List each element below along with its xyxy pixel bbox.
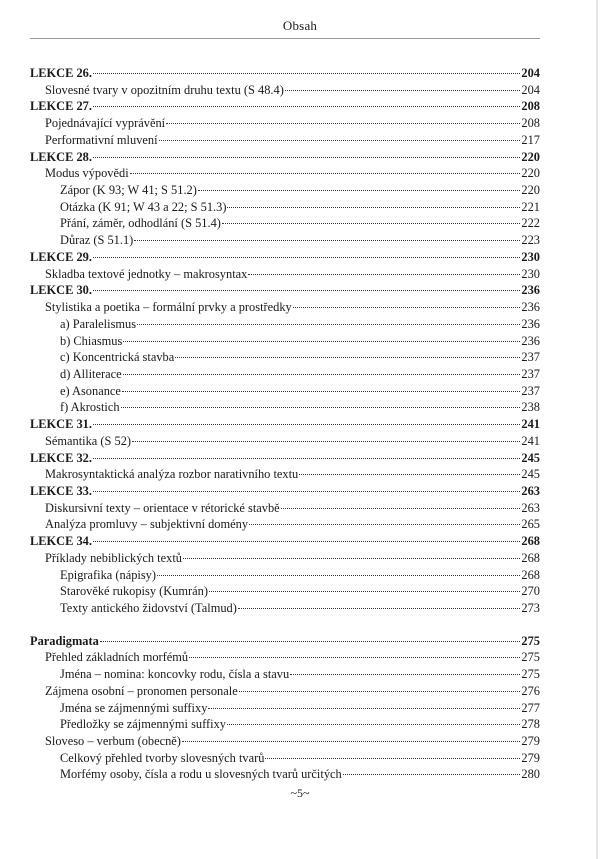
toc-entry-label: Diskursivní texty – orientace v rétorické stavbě: [45, 500, 280, 515]
toc-entry-label: Starověké rukopisy (Kumrán): [60, 584, 208, 599]
toc-entry: [30, 583, 540, 600]
toc-entry-label: LEKCE 33.: [30, 483, 92, 498]
toc-entry-label: e) Asonance: [60, 383, 121, 398]
toc-entry-page: 276: [521, 683, 540, 698]
toc-entry: [30, 649, 540, 666]
toc-entry-label: Přehled základních morfémů: [45, 650, 189, 665]
toc-entry-label: c) Koncentrická stavba: [60, 350, 175, 365]
toc-dot-leader: [122, 391, 521, 392]
toc-entry-label: Skladba textové jednotky – makrosyntax: [45, 266, 248, 281]
toc-entry-label: LEKCE 30.: [30, 283, 92, 298]
toc-entry-page: 279: [521, 750, 540, 765]
toc-dot-leader: [130, 173, 521, 174]
toc-entry-label: f) Akrostich: [60, 400, 120, 415]
toc-dot-leader: [189, 657, 520, 658]
toc-entry-page: 275: [521, 633, 540, 648]
toc-entry-page: 273: [521, 601, 540, 615]
toc-entry-page: 279: [521, 734, 540, 749]
toc-dot-leader: [290, 674, 520, 675]
toc-entry: [30, 182, 540, 199]
toc-dot-leader: [293, 307, 521, 308]
toc-entry-page: 230: [521, 249, 540, 264]
toc-entry: [30, 567, 540, 584]
toc-entry-page: 236: [521, 333, 540, 348]
toc-entry-label: Přání, záměr, odhodlání (S 51.4): [60, 216, 221, 231]
toc-dot-leader: [248, 274, 520, 275]
toc-entry: [30, 383, 540, 400]
toc-entry-label: Makrosyntaktická analýza rozbor narativního textu: [45, 467, 299, 482]
toc-dot-leader: [166, 123, 520, 124]
toc-entry: [30, 366, 540, 383]
toc-entry-page: 241: [521, 433, 540, 448]
toc-entry-page: 263: [521, 500, 540, 515]
toc-dot-leader: [285, 90, 521, 91]
toc-entry: [30, 666, 540, 683]
toc-dot-leader: [157, 575, 520, 576]
toc-entry-page: 204: [521, 82, 540, 97]
toc-entry: [30, 115, 540, 132]
toc-dot-leader: [299, 474, 520, 475]
toc-entry-label: LEKCE 26.: [30, 66, 92, 80]
toc-entry-page: 275: [521, 667, 540, 682]
toc-dot-leader: [182, 741, 520, 742]
toc-entry: [30, 733, 540, 750]
toc-entry-label: Pojednávající vyprávění: [45, 116, 166, 131]
toc-dot-leader: [198, 190, 521, 191]
toc-entry: [30, 516, 540, 533]
toc-entry-label: b) Chiasmus: [60, 333, 123, 348]
toc-entry-page: 237: [521, 350, 540, 365]
toc-entry: [30, 199, 540, 216]
toc-entry-label: Analýza promluvy – subjektivní domény: [45, 517, 249, 532]
toc-dot-leader: [227, 724, 520, 725]
toc-entry-label: Předložky se zájmennými suffixy: [60, 717, 226, 732]
toc-entry-page: 280: [521, 767, 540, 782]
toc-entry: [30, 215, 540, 232]
toc-entry-page: 208: [521, 99, 540, 114]
toc-entry-page: 217: [521, 132, 540, 147]
toc-entry: [30, 333, 540, 350]
toc-entry-label: LEKCE 32.: [30, 450, 92, 465]
toc-dot-leader: [93, 541, 520, 542]
toc-dot-leader: [227, 207, 520, 208]
toc-entry: [30, 132, 540, 149]
toc-entry-page: 238: [521, 400, 540, 415]
toc-entry-page: 204: [521, 66, 540, 80]
toc-entry-page: 275: [521, 650, 540, 665]
toc-entry-page: 220: [521, 166, 540, 181]
toc-entry-label: Zájmena osobní – pronomen personale: [45, 683, 238, 698]
toc-dot-leader: [208, 708, 520, 709]
toc-entry-label: Texty antického židovství (Talmud): [60, 601, 237, 615]
toc-entry-label: Celkový přehled tvorby slovesných tvarů: [60, 750, 265, 765]
toc-entry-page: 278: [521, 717, 540, 732]
toc-entry-page: 268: [521, 550, 540, 565]
toc-dot-leader: [121, 407, 521, 408]
toc-entry-label: a) Paralelismus: [60, 316, 137, 331]
toc-dot-leader: [265, 758, 520, 759]
toc-section-entry: [30, 65, 540, 82]
toc-entry: [30, 550, 540, 567]
toc-dot-leader: [281, 508, 521, 509]
toc-dot-leader: [239, 691, 521, 692]
toc-entry: [30, 316, 540, 333]
toc-entry: [30, 600, 540, 617]
toc-entry-page: 236: [521, 283, 540, 298]
page-number: ~5~: [290, 786, 310, 800]
toc-entry-label: Zápor (K 93; W 41; S 51.2): [60, 183, 197, 198]
toc-dot-leader: [183, 558, 520, 559]
toc-entry-label: Otázka (K 91; W 43 a 22; S 51.3): [60, 199, 227, 214]
toc-entry-page: 277: [521, 700, 540, 715]
toc-section-entry: [30, 533, 540, 550]
toc-section-entry: [30, 282, 540, 299]
toc-section-entry: [30, 149, 540, 166]
toc-entry: [30, 466, 540, 483]
toc-entry-label: Důraz (S 51.1): [60, 233, 134, 248]
toc-section-entry: [30, 450, 540, 467]
toc-dot-leader: [159, 140, 521, 141]
toc-entry-page: 208: [521, 116, 540, 131]
toc-entry-label: Epigrafika (nápisy): [60, 567, 156, 582]
toc-dot-leader: [93, 424, 520, 425]
toc-dot-leader: [134, 240, 520, 241]
toc-entry-page: 237: [521, 366, 540, 381]
toc-entry: [30, 700, 540, 717]
toc-entry: [30, 165, 540, 182]
toc-entry-page: 245: [521, 450, 540, 465]
toc-entry-page: 230: [521, 266, 540, 281]
toc-dot-leader: [238, 608, 521, 609]
toc-section-entry: [30, 98, 540, 115]
toc-entry-label: Příklady nebiblických textů: [45, 550, 182, 565]
toc-dot-leader: [343, 774, 521, 775]
toc-section-entry: [30, 483, 540, 500]
toc-dot-leader: [249, 524, 520, 525]
toc-dot-leader: [175, 357, 520, 358]
toc-section-entry: [30, 633, 540, 650]
toc-entry-label: Jména se zájmennými suffixy: [60, 700, 208, 715]
toc-entry-label: Sloveso – verbum (obecně): [45, 734, 181, 749]
toc-section-entry: [30, 416, 540, 433]
toc-entry-page: 241: [521, 417, 540, 432]
table-of-contents: [30, 65, 540, 783]
toc-entry: [30, 750, 540, 767]
toc-entry-label: Sémantika (S 52): [45, 433, 132, 448]
toc-dot-leader: [93, 106, 520, 107]
toc-entry-page: 236: [521, 300, 540, 315]
toc-entry-page: 220: [521, 183, 540, 198]
toc-entry-label: LEKCE 34.: [30, 534, 92, 549]
toc-entry-page: 237: [521, 383, 540, 398]
toc-entry-page: 222: [521, 216, 540, 231]
toc-dot-leader: [93, 290, 520, 291]
toc-entry: [30, 500, 540, 517]
toc-entry: [30, 82, 540, 99]
toc-entry-page: 270: [521, 584, 540, 599]
toc-entry-page: 236: [521, 316, 540, 331]
toc-entry-label: d) Alliterace: [60, 366, 122, 381]
toc-entry-label: Paradigmata: [30, 633, 99, 648]
toc-entry-label: Jména – nomina: koncovky rodu, čísla a stavu: [60, 667, 290, 682]
toc-entry-page: 268: [521, 534, 540, 549]
toc-entry: [30, 716, 540, 733]
toc-dot-leader: [93, 257, 520, 258]
toc-entry-label: LEKCE 27.: [30, 99, 92, 114]
toc-dot-leader: [93, 458, 520, 459]
toc-entry-page: 263: [521, 483, 540, 498]
toc-dot-leader: [123, 374, 521, 375]
toc-dot-leader: [123, 341, 520, 342]
toc-entry-page: 245: [521, 467, 540, 482]
toc-dot-leader: [93, 157, 520, 158]
toc-entry-label: LEKCE 28.: [30, 149, 92, 164]
page-header: Obsah: [282, 18, 318, 33]
toc-entry-label: Stylistika a poetika – formální prvky a prostředky: [45, 300, 292, 315]
toc-entry-label: Slovesné tvary v opozitním druhu textu (S 48.4): [45, 82, 284, 97]
toc-entry-label: LEKCE 29.: [30, 249, 92, 264]
toc-entry: [30, 433, 540, 450]
toc-entry-page: 221: [521, 199, 540, 214]
toc-entry-page: 223: [521, 233, 540, 248]
toc-dot-leader: [100, 641, 521, 642]
toc-entry-label: LEKCE 31.: [30, 417, 92, 432]
toc-entry: [30, 349, 540, 366]
toc-entry: [30, 299, 540, 316]
toc-entry-label: Modus výpovědi: [45, 166, 129, 181]
toc-section-entry: [30, 249, 540, 266]
toc-entry-page: 265: [521, 517, 540, 532]
toc-entry: [30, 683, 540, 700]
header-rule: [30, 38, 540, 39]
toc-entry-label: Morfémy osoby, čísla a rodu u slovesných tvarů určitých: [60, 767, 342, 782]
toc-entry-label: Performativní mluvení: [45, 132, 158, 147]
toc-dot-leader: [93, 491, 520, 492]
toc-entry: [30, 266, 540, 283]
toc-entry: [30, 766, 540, 783]
toc-dot-leader: [93, 73, 520, 74]
toc-entry: [30, 232, 540, 249]
toc-dot-leader: [132, 441, 520, 442]
toc-entry-page: 268: [521, 567, 540, 582]
toc-entry-page: 220: [521, 149, 540, 164]
toc-entry: [30, 399, 540, 416]
toc-dot-leader: [209, 591, 520, 592]
toc-dot-leader: [137, 324, 520, 325]
page-edge-divider: [596, 0, 598, 859]
toc-dot-leader: [222, 223, 521, 224]
